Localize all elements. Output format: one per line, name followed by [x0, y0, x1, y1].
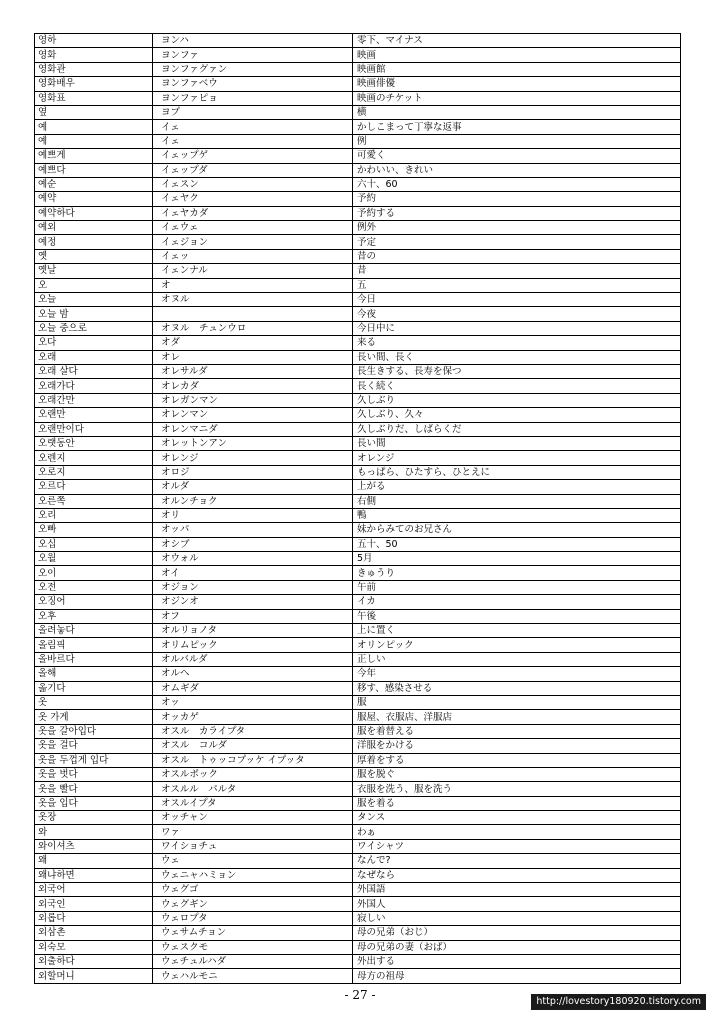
table-row — [35, 854, 681, 868]
kana-reading-cell: ウェサムチョン — [153, 926, 353, 940]
table-row — [35, 293, 681, 307]
kana-reading-cell: オリ — [153, 508, 353, 522]
table-row — [35, 62, 681, 76]
japanese-meaning-cell: 横 — [353, 105, 681, 119]
kana-reading-cell: オッパ — [153, 523, 353, 537]
kana-reading-cell: オシブ — [153, 537, 353, 551]
kana-reading-cell: オウォル — [153, 552, 353, 566]
japanese-meaning-cell: 外出する — [353, 955, 681, 969]
japanese-meaning-cell: かわいい、きれい — [353, 163, 681, 177]
table-row — [35, 149, 681, 163]
table-row — [35, 480, 681, 494]
korean-word-cell: 영화관 — [35, 62, 153, 76]
korean-word-cell: 예 — [35, 120, 153, 134]
korean-word-cell: 오빠 — [35, 523, 153, 537]
kana-reading-cell — [153, 307, 353, 321]
japanese-meaning-cell: 服を脱ぐ — [353, 767, 681, 781]
japanese-meaning-cell: オレンジ — [353, 451, 681, 465]
kana-reading-cell: オレサルダ — [153, 364, 353, 378]
kana-reading-cell: イェ — [153, 134, 353, 148]
kana-reading-cell: オルバルダ — [153, 652, 353, 666]
japanese-meaning-cell: 母方の祖母 — [353, 969, 681, 983]
korean-word-cell: 예약 — [35, 192, 153, 206]
korean-word-cell: 왜냐하면 — [35, 868, 153, 882]
table-row — [35, 897, 681, 911]
korean-word-cell: 영화 — [35, 48, 153, 62]
korean-word-cell: 오늘 중으로 — [35, 321, 153, 335]
korean-word-cell: 옷을 두껍게 입다 — [35, 753, 153, 767]
kana-reading-cell: イェップゲ — [153, 149, 353, 163]
japanese-meaning-cell: 久しぶり、久々 — [353, 408, 681, 422]
japanese-meaning-cell: 今夜 — [353, 307, 681, 321]
japanese-meaning-cell: 移す、感染させる — [353, 681, 681, 695]
korean-word-cell: 옛 — [35, 249, 153, 263]
japanese-meaning-cell: 予約 — [353, 192, 681, 206]
korean-word-cell: 오르다 — [35, 480, 153, 494]
japanese-meaning-cell: 母の兄弟の妻（おば） — [353, 940, 681, 954]
table-row — [35, 221, 681, 235]
table-row — [35, 105, 681, 119]
japanese-meaning-cell: 上がる — [353, 480, 681, 494]
japanese-meaning-cell: 服屋、衣服店、洋服店 — [353, 710, 681, 724]
japanese-meaning-cell: 久しぶり — [353, 393, 681, 407]
japanese-meaning-cell: 来る — [353, 336, 681, 350]
japanese-meaning-cell: 今日 — [353, 293, 681, 307]
korean-word-cell: 와 — [35, 825, 153, 839]
japanese-meaning-cell: 昔の — [353, 249, 681, 263]
korean-word-cell: 옷장 — [35, 811, 153, 825]
table-row — [35, 796, 681, 810]
japanese-meaning-cell: 5月 — [353, 552, 681, 566]
japanese-meaning-cell: 映画 — [353, 48, 681, 62]
korean-word-cell: 오전 — [35, 580, 153, 594]
kana-reading-cell: イェヤカダ — [153, 206, 353, 220]
kana-reading-cell: オダ — [153, 336, 353, 350]
table-row — [35, 91, 681, 105]
table-row — [35, 767, 681, 781]
table-row — [35, 681, 681, 695]
korean-word-cell: 오랜만이다 — [35, 422, 153, 436]
japanese-meaning-cell: 妹からみてのお兄さん — [353, 523, 681, 537]
kana-reading-cell: ワァ — [153, 825, 353, 839]
japanese-meaning-cell: 午前 — [353, 580, 681, 594]
kana-reading-cell: オレンマン — [153, 408, 353, 422]
kana-reading-cell: オロジ — [153, 465, 353, 479]
table-row — [35, 695, 681, 709]
kana-reading-cell: オスルイプタ — [153, 796, 353, 810]
japanese-meaning-cell: 六十、60 — [353, 177, 681, 191]
japanese-meaning-cell: 衣服を洗う、服を洗う — [353, 782, 681, 796]
table-row — [35, 940, 681, 954]
table-row — [35, 422, 681, 436]
korean-word-cell: 오래 살다 — [35, 364, 153, 378]
japanese-meaning-cell: 服を着る — [353, 796, 681, 810]
japanese-meaning-cell: 母の兄弟（おじ） — [353, 926, 681, 940]
japanese-meaning-cell: タンス — [353, 811, 681, 825]
korean-word-cell: 외롭다 — [35, 911, 153, 925]
vocabulary-table-body — [35, 34, 681, 984]
korean-word-cell: 와이셔츠 — [35, 839, 153, 853]
korean-word-cell: 예순 — [35, 177, 153, 191]
japanese-meaning-cell: 零下、マイナス — [353, 34, 681, 48]
japanese-meaning-cell: 例外 — [353, 221, 681, 235]
kana-reading-cell: ウェスクモ — [153, 940, 353, 954]
japanese-meaning-cell: なんで? — [353, 854, 681, 868]
japanese-meaning-cell: 予約する — [353, 206, 681, 220]
kana-reading-cell: イェッ — [153, 249, 353, 263]
korean-word-cell: 옷을 빨다 — [35, 782, 153, 796]
kana-reading-cell: ワイショチュ — [153, 839, 353, 853]
table-row — [35, 552, 681, 566]
table-row — [35, 523, 681, 537]
japanese-meaning-cell: 今年 — [353, 667, 681, 681]
korean-word-cell: 올바르다 — [35, 652, 153, 666]
kana-reading-cell: オルリョノタ — [153, 624, 353, 638]
korean-word-cell: 영화배우 — [35, 77, 153, 91]
kana-reading-cell: オレ — [153, 350, 353, 364]
kana-reading-cell: オッカゲ — [153, 710, 353, 724]
korean-word-cell: 영하 — [35, 34, 153, 48]
kana-reading-cell: ヨンファグァン — [153, 62, 353, 76]
kana-reading-cell: ウェグギン — [153, 897, 353, 911]
kana-reading-cell: イェスン — [153, 177, 353, 191]
table-row — [35, 364, 681, 378]
kana-reading-cell: オッチャン — [153, 811, 353, 825]
japanese-meaning-cell: 長い間、長く — [353, 350, 681, 364]
korean-word-cell: 옷을 입다 — [35, 796, 153, 810]
table-row — [35, 652, 681, 666]
japanese-meaning-cell: 外国語 — [353, 883, 681, 897]
table-row — [35, 753, 681, 767]
korean-word-cell: 오로지 — [35, 465, 153, 479]
japanese-meaning-cell: きゅうり — [353, 566, 681, 580]
korean-word-cell: 오십 — [35, 537, 153, 551]
kana-reading-cell: オルンチョク — [153, 494, 353, 508]
kana-reading-cell: イェウェ — [153, 221, 353, 235]
japanese-meaning-cell: 服を着替える — [353, 724, 681, 738]
kana-reading-cell: オレンマニダ — [153, 422, 353, 436]
korean-word-cell: 옷을 갈아입다 — [35, 724, 153, 738]
japanese-meaning-cell: 例 — [353, 134, 681, 148]
kana-reading-cell: オッ — [153, 695, 353, 709]
korean-word-cell: 오 — [35, 278, 153, 292]
japanese-meaning-cell: 映画俳優 — [353, 77, 681, 91]
table-row — [35, 278, 681, 292]
kana-reading-cell: オフ — [153, 609, 353, 623]
korean-word-cell: 옷을 걸다 — [35, 739, 153, 753]
korean-word-cell: 예쁘게 — [35, 149, 153, 163]
japanese-meaning-cell: 服 — [353, 695, 681, 709]
japanese-meaning-cell: わぁ — [353, 825, 681, 839]
table-row — [35, 379, 681, 393]
kana-reading-cell: ウェロプタ — [153, 911, 353, 925]
korean-word-cell: 예외 — [35, 221, 153, 235]
korean-word-cell: 올려놓다 — [35, 624, 153, 638]
korean-word-cell: 옷을 벗다 — [35, 767, 153, 781]
korean-word-cell: 예약하다 — [35, 206, 153, 220]
korean-word-cell: 영화표 — [35, 91, 153, 105]
source-url-watermark: http://lovestory180920.tistory.com — [531, 994, 706, 1010]
kana-reading-cell: イェジョン — [153, 235, 353, 249]
table-row — [35, 609, 681, 623]
table-row — [35, 436, 681, 450]
table-row — [35, 307, 681, 321]
korean-word-cell: 오래가다 — [35, 379, 153, 393]
table-row — [35, 926, 681, 940]
table-row — [35, 264, 681, 278]
table-row — [35, 911, 681, 925]
table-row — [35, 667, 681, 681]
korean-word-cell: 오다 — [35, 336, 153, 350]
table-row — [35, 249, 681, 263]
table-row — [35, 120, 681, 134]
table-row — [35, 235, 681, 249]
table-row — [35, 336, 681, 350]
table-row — [35, 811, 681, 825]
japanese-meaning-cell: 映画のチケット — [353, 91, 681, 105]
kana-reading-cell: ウェチュルハダ — [153, 955, 353, 969]
table-row — [35, 883, 681, 897]
kana-reading-cell: オスル トゥッコプッケ イプッタ — [153, 753, 353, 767]
japanese-meaning-cell: 予定 — [353, 235, 681, 249]
kana-reading-cell: イェップダ — [153, 163, 353, 177]
table-row — [35, 782, 681, 796]
table-row — [35, 163, 681, 177]
table-row — [35, 955, 681, 969]
japanese-meaning-cell: 昔 — [353, 264, 681, 278]
table-row — [35, 537, 681, 551]
japanese-meaning-cell: 午後 — [353, 609, 681, 623]
japanese-meaning-cell: 長生きする、長寿を保つ — [353, 364, 681, 378]
korean-word-cell: 오이 — [35, 566, 153, 580]
kana-reading-cell: オヌル チュンウロ — [153, 321, 353, 335]
japanese-meaning-cell: 厚着をする — [353, 753, 681, 767]
kana-reading-cell: オスル カライプタ — [153, 724, 353, 738]
japanese-meaning-cell: 外国人 — [353, 897, 681, 911]
kana-reading-cell: オルヘ — [153, 667, 353, 681]
korean-word-cell: 외삼촌 — [35, 926, 153, 940]
korean-word-cell: 오랜만 — [35, 408, 153, 422]
table-row — [35, 177, 681, 191]
japanese-meaning-cell: かしこまって丁寧な返事 — [353, 120, 681, 134]
kana-reading-cell: イェ — [153, 120, 353, 134]
korean-word-cell: 오월 — [35, 552, 153, 566]
kana-reading-cell: オレガンマン — [153, 393, 353, 407]
kana-reading-cell: ヨンファベウ — [153, 77, 353, 91]
table-row — [35, 580, 681, 594]
japanese-meaning-cell: もっぱら、ひたすら、ひとえに — [353, 465, 681, 479]
korean-word-cell: 오후 — [35, 609, 153, 623]
kana-reading-cell: オムギダ — [153, 681, 353, 695]
japanese-meaning-cell: 長く続く — [353, 379, 681, 393]
kana-reading-cell: ウェハルモニ — [153, 969, 353, 983]
kana-reading-cell: ウェニャハミョン — [153, 868, 353, 882]
korean-word-cell: 예쁘다 — [35, 163, 153, 177]
korean-word-cell: 옮기다 — [35, 681, 153, 695]
kana-reading-cell: ヨンファピョ — [153, 91, 353, 105]
table-row — [35, 48, 681, 62]
table-row — [35, 408, 681, 422]
kana-reading-cell: オスルボック — [153, 767, 353, 781]
japanese-meaning-cell: オリンピック — [353, 638, 681, 652]
japanese-meaning-cell: 正しい — [353, 652, 681, 666]
korean-word-cell: 오징어 — [35, 595, 153, 609]
japanese-meaning-cell: 鴨 — [353, 508, 681, 522]
table-row — [35, 451, 681, 465]
kana-reading-cell: オジョン — [153, 580, 353, 594]
table-row — [35, 825, 681, 839]
kana-reading-cell: オレットンアン — [153, 436, 353, 450]
table-row — [35, 739, 681, 753]
table-row — [35, 350, 681, 364]
table-row — [35, 868, 681, 882]
korean-word-cell: 옆 — [35, 105, 153, 119]
japanese-meaning-cell: 長い間 — [353, 436, 681, 450]
japanese-meaning-cell: 五 — [353, 278, 681, 292]
kana-reading-cell: イェヤク — [153, 192, 353, 206]
table-row — [35, 710, 681, 724]
kana-reading-cell: オスル コルダ — [153, 739, 353, 753]
korean-word-cell: 오리 — [35, 508, 153, 522]
korean-word-cell: 예정 — [35, 235, 153, 249]
kana-reading-cell: オヌル — [153, 293, 353, 307]
korean-word-cell: 옛날 — [35, 264, 153, 278]
kana-reading-cell: オレカダ — [153, 379, 353, 393]
page-number: - 27 - — [344, 988, 376, 1002]
korean-word-cell: 오렌지 — [35, 451, 153, 465]
vocabulary-table — [34, 33, 681, 984]
table-row — [35, 393, 681, 407]
korean-word-cell: 옷 가게 — [35, 710, 153, 724]
kana-reading-cell: オ — [153, 278, 353, 292]
korean-word-cell: 오래간만 — [35, 393, 153, 407]
table-row — [35, 624, 681, 638]
korean-word-cell: 외할머니 — [35, 969, 153, 983]
table-row — [35, 321, 681, 335]
korean-word-cell: 옷 — [35, 695, 153, 709]
table-row — [35, 494, 681, 508]
japanese-meaning-cell: 五十、50 — [353, 537, 681, 551]
korean-word-cell: 예 — [35, 134, 153, 148]
korean-word-cell: 오른쪽 — [35, 494, 153, 508]
korean-word-cell: 외숙모 — [35, 940, 153, 954]
table-row — [35, 839, 681, 853]
korean-word-cell: 외국어 — [35, 883, 153, 897]
kana-reading-cell: ヨンファ — [153, 48, 353, 62]
kana-reading-cell: ヨプ — [153, 105, 353, 119]
table-row — [35, 724, 681, 738]
table-row — [35, 192, 681, 206]
japanese-meaning-cell: ワイシャツ — [353, 839, 681, 853]
table-row — [35, 34, 681, 48]
japanese-meaning-cell: なぜなら — [353, 868, 681, 882]
table-row — [35, 134, 681, 148]
table-row — [35, 595, 681, 609]
japanese-meaning-cell: 久しぶりだ、しばらくだ — [353, 422, 681, 436]
table-row — [35, 77, 681, 91]
korean-word-cell: 외국인 — [35, 897, 153, 911]
table-row — [35, 566, 681, 580]
japanese-meaning-cell: 右側 — [353, 494, 681, 508]
kana-reading-cell: ウェグゴ — [153, 883, 353, 897]
korean-word-cell: 오랫동안 — [35, 436, 153, 450]
korean-word-cell: 오늘 밤 — [35, 307, 153, 321]
korean-word-cell: 올림픽 — [35, 638, 153, 652]
korean-word-cell: 왜 — [35, 854, 153, 868]
table-row — [35, 206, 681, 220]
japanese-meaning-cell: 今日中に — [353, 321, 681, 335]
kana-reading-cell: オルダ — [153, 480, 353, 494]
table-row — [35, 508, 681, 522]
japanese-meaning-cell: 可愛く — [353, 149, 681, 163]
japanese-meaning-cell: 洋服をかける — [353, 739, 681, 753]
korean-word-cell: 외출하다 — [35, 955, 153, 969]
kana-reading-cell: オレンジ — [153, 451, 353, 465]
japanese-meaning-cell: 上に置く — [353, 624, 681, 638]
table-row — [35, 465, 681, 479]
kana-reading-cell: オジンオ — [153, 595, 353, 609]
japanese-meaning-cell: イカ — [353, 595, 681, 609]
japanese-meaning-cell: 寂しい — [353, 911, 681, 925]
table-row — [35, 969, 681, 983]
korean-word-cell: 오늘 — [35, 293, 153, 307]
kana-reading-cell: オリムピック — [153, 638, 353, 652]
kana-reading-cell: オイ — [153, 566, 353, 580]
kana-reading-cell: オスルル パルタ — [153, 782, 353, 796]
kana-reading-cell: イェンナル — [153, 264, 353, 278]
kana-reading-cell: ヨンハ — [153, 34, 353, 48]
japanese-meaning-cell: 映画館 — [353, 62, 681, 76]
kana-reading-cell: ウェ — [153, 854, 353, 868]
table-row — [35, 638, 681, 652]
korean-word-cell: 올해 — [35, 667, 153, 681]
korean-word-cell: 오래 — [35, 350, 153, 364]
